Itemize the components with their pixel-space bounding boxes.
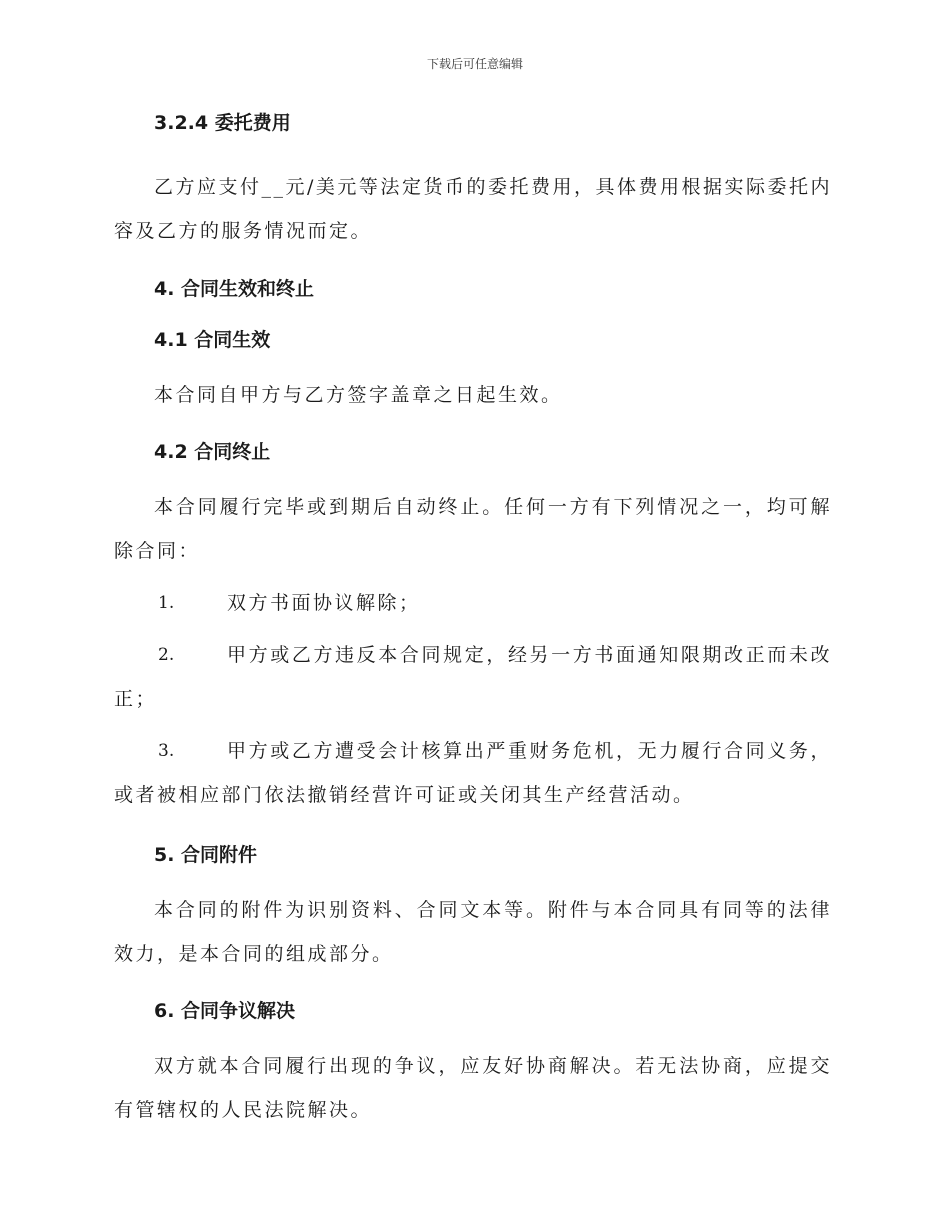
section-6-paragraph: 双方就本合同履行出现的争议，应友好协商解决。若无法协商，应提交有管辖权的人民法院解决。 [114, 1055, 832, 1121]
section-4-2-heading: 4.2 合同终止 [154, 441, 271, 463]
list-item-text: 甲方或乙方违反本合同规定，经另一方书面通知限期改正而未改正； [114, 644, 832, 710]
section-5-heading: 5. 合同附件 [154, 844, 258, 866]
document-body [114, 110, 832, 1132]
section-4-1-paragraph: 本合同自甲方与乙方签字盖章之日起生效。 [154, 384, 563, 406]
list-item [114, 729, 832, 817]
list-item [114, 633, 832, 721]
section-4-heading: 4. 合同生效和终止 [154, 278, 315, 300]
section-4-2-paragraph: 本合同履行完毕或到期后自动终止。任何一方有下列情况之一，均可解除合同： [114, 496, 832, 562]
list-item-number: 1. [158, 593, 175, 613]
page-header: 下载后可任意编辑 [426, 57, 523, 71]
list-item-number: 2. [158, 645, 175, 665]
section-3-2-4-paragraph: 乙方应支付__元/美元等法定货币的委托费用，具体费用根据实际委托内容及乙方的服务情况而定。 [114, 176, 832, 242]
list-item-number: 3. [158, 741, 175, 761]
list-item-text: 甲方或乙方遭受会计核算出严重财务危机，无力履行合同义务，或者被相应部门依法撤销经营许可证或关闭其生产经营活动。 [114, 740, 832, 806]
section-4-1-heading: 4.1 合同生效 [154, 329, 271, 351]
section-5-paragraph: 本合同的附件为识别资料、合同文本等。附件与本合同具有同等的法律效力，是本合同的组成部分。 [114, 899, 832, 965]
list-item [114, 581, 832, 625]
section-6-heading: 6. 合同争议解决 [154, 1000, 296, 1022]
list-item-text: 双方书面协议解除； [227, 592, 421, 614]
section-3-2-4-heading: 3.2.4 委托费用 [154, 112, 291, 134]
